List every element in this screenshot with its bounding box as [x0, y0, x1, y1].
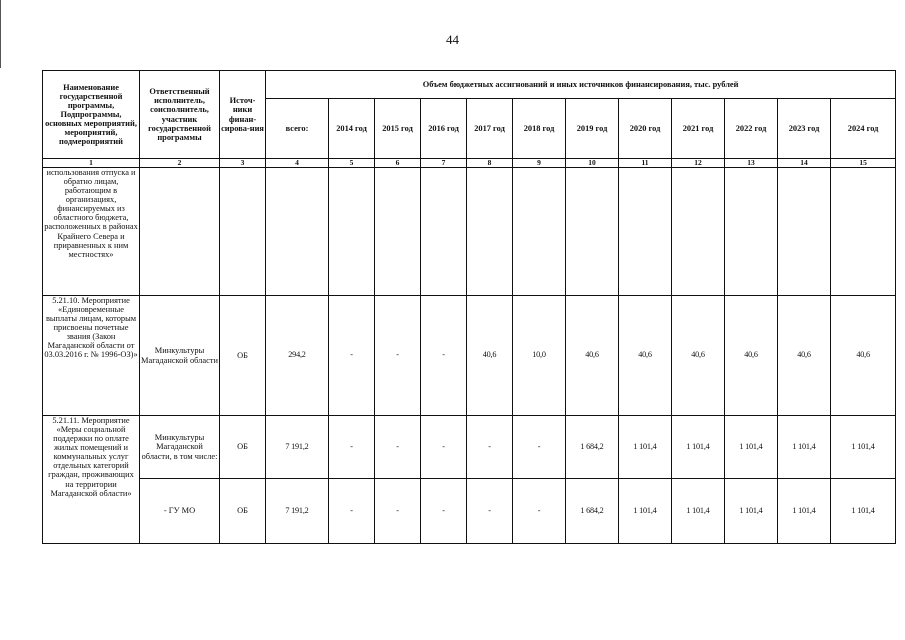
header-volume: Объем бюджетных ассигнований и иных источников финансирования, тыс. рублей: [266, 71, 896, 99]
table-row: [43, 479, 896, 544]
row-executor: Минкультуры Магаданской области: [140, 296, 220, 416]
column-number: 13: [725, 159, 778, 168]
row-year-value: 1 684,2: [566, 416, 619, 479]
header-source: Источ-ники финан-сирова-ния: [220, 71, 266, 159]
row-year-value: [329, 168, 375, 296]
row-year-value: -: [375, 296, 421, 416]
column-number: 4: [266, 159, 329, 168]
row-year-value: -: [513, 479, 566, 544]
row-year-value: -: [513, 416, 566, 479]
header-year: 2018 год: [513, 99, 566, 159]
column-number: 7: [421, 159, 467, 168]
row-year-value: 40,6: [725, 296, 778, 416]
header-name: Наименование государственной программы, Подпрограммы, основных мероприятий, мероприятий, подмероприятий: [43, 71, 140, 159]
row-name: использования отпуска и обратно лицам, работающим в организациях, финансируемых из областного бюджета, расположенных в районах Крайнего Севера и приравненных к ним местностях»: [43, 168, 140, 296]
column-number: 6: [375, 159, 421, 168]
row-year-value: 1 101,4: [672, 416, 725, 479]
row-year-value: -: [329, 296, 375, 416]
row-year-value: [467, 168, 513, 296]
row-source: ОБ: [220, 296, 266, 416]
column-number: 5: [329, 159, 375, 168]
header-year: 2021 год: [672, 99, 725, 159]
row-name: 5.21.11. Мероприятие «Меры социальной поддержки по оплате жилых помещений и коммунальных услуг отдельных категорий граждан, проживающих на территории Магаданской области»: [43, 416, 140, 544]
column-number: 10: [566, 159, 619, 168]
row-year-value: 40,6: [831, 296, 896, 416]
row-year-value: [778, 168, 831, 296]
header-year: 2014 год: [329, 99, 375, 159]
column-number: 12: [672, 159, 725, 168]
row-year-value: [513, 168, 566, 296]
row-year-value: -: [329, 479, 375, 544]
row-year-value: 1 101,4: [672, 479, 725, 544]
row-executor: - ГУ МО: [140, 479, 220, 544]
row-year-value: -: [467, 416, 513, 479]
row-year-value: [375, 168, 421, 296]
column-number: 11: [619, 159, 672, 168]
row-year-value: 1 101,4: [619, 416, 672, 479]
row-source: ОБ: [220, 479, 266, 544]
column-number: 15: [831, 159, 896, 168]
row-year-value: 1 101,4: [778, 479, 831, 544]
row-year-value: 1 101,4: [619, 479, 672, 544]
row-year-value: -: [375, 416, 421, 479]
header-year: 2019 год: [566, 99, 619, 159]
row-year-value: [566, 168, 619, 296]
row-year-value: 10,0: [513, 296, 566, 416]
row-year-value: 40,6: [672, 296, 725, 416]
table-row: [43, 416, 896, 479]
header-year: 2016 год: [421, 99, 467, 159]
row-year-value: -: [421, 416, 467, 479]
header-year: 2020 год: [619, 99, 672, 159]
row-executor: [140, 168, 220, 296]
row-source: [220, 168, 266, 296]
column-number: 9: [513, 159, 566, 168]
row-year-value: 40,6: [619, 296, 672, 416]
budget-table: [42, 70, 896, 544]
row-total: [266, 168, 329, 296]
column-number: 1: [43, 159, 140, 168]
row-year-value: 40,6: [778, 296, 831, 416]
row-year-value: -: [421, 296, 467, 416]
header-executor: Ответственный исполнитель, соисполнитель, участник государственной программы: [140, 71, 220, 159]
row-year-value: [672, 168, 725, 296]
row-year-value: 1 101,4: [725, 416, 778, 479]
row-year-value: [831, 168, 896, 296]
row-year-value: -: [421, 479, 467, 544]
column-number: 2: [140, 159, 220, 168]
header-year: 2023 год: [778, 99, 831, 159]
row-year-value: -: [329, 416, 375, 479]
row-year-value: 1 101,4: [725, 479, 778, 544]
table-row: [43, 296, 896, 416]
row-year-value: 1 101,4: [778, 416, 831, 479]
column-number: 14: [778, 159, 831, 168]
row-year-value: -: [375, 479, 421, 544]
table-row: [43, 168, 896, 296]
row-total: 294,2: [266, 296, 329, 416]
row-year-value: 1 101,4: [831, 479, 896, 544]
header-total: всего:: [266, 99, 329, 159]
column-number-row: [43, 159, 896, 168]
row-source: ОБ: [220, 416, 266, 479]
header-year: 2015 год: [375, 99, 421, 159]
row-year-value: 40,6: [566, 296, 619, 416]
row-year-value: 40,6: [467, 296, 513, 416]
header-year: 2017 год: [467, 99, 513, 159]
column-number: 3: [220, 159, 266, 168]
row-year-value: [725, 168, 778, 296]
row-year-value: [619, 168, 672, 296]
row-total: 7 191,2: [266, 416, 329, 479]
header-year: 2022 год: [725, 99, 778, 159]
row-year-value: 1 101,4: [831, 416, 896, 479]
row-name: 5.21.10. Мероприятие «Единовременные выплаты лицам, которым присвоены почетные звания (Закон Магаданской области от 03.03.2016 г. № 1996-ОЗ)»: [43, 296, 140, 416]
row-year-value: -: [467, 479, 513, 544]
row-year-value: 1 684,2: [566, 479, 619, 544]
page-number: 44: [446, 32, 459, 47]
row-year-value: [421, 168, 467, 296]
header-year: 2024 год: [831, 99, 896, 159]
column-number: 8: [467, 159, 513, 168]
row-executor: Минкультуры Магаданской области, в том числе:: [140, 416, 220, 479]
row-total: 7 191,2: [266, 479, 329, 544]
